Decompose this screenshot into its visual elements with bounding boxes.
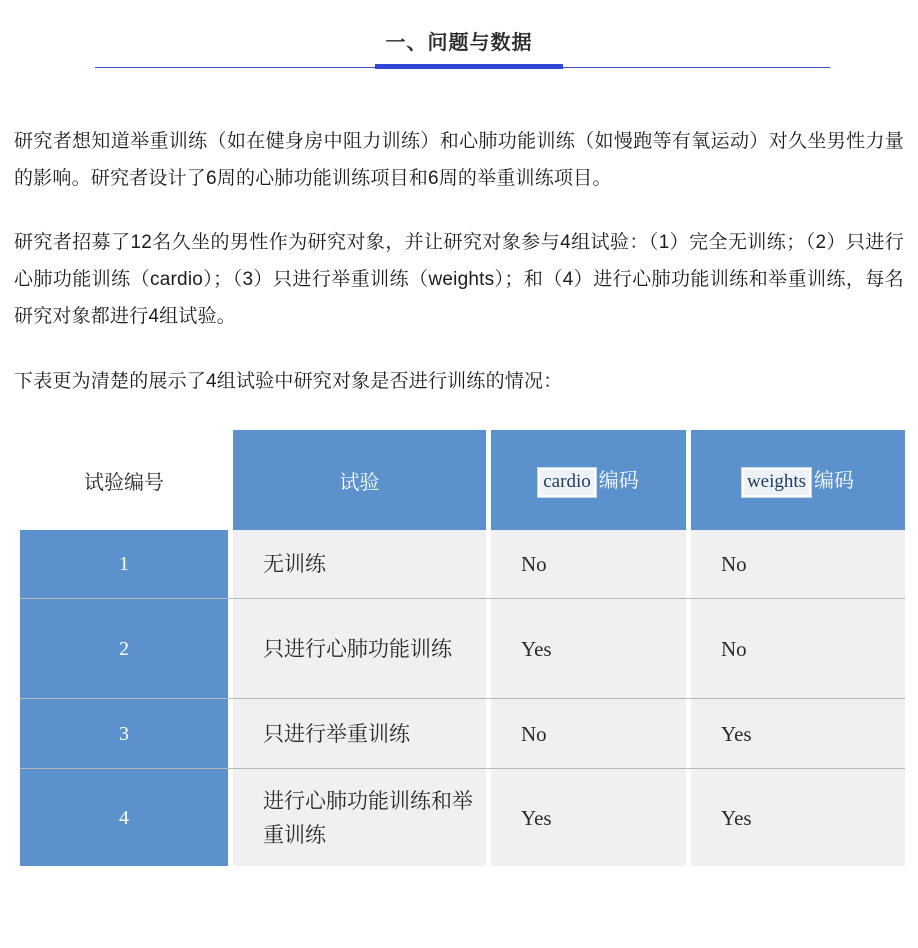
table-header-row (20, 430, 905, 530)
cell-trial: 进行心肺功能训练和举重训练 (233, 769, 486, 866)
cell-weights: No (691, 599, 905, 698)
cell-trial-id: 2 (20, 599, 228, 698)
paragraph-design: 研究者招募了12名久坐的男性作为研究对象，并让研究对象参与4组试验：（1）完全无训练；（2）只进行心肺功能训练（cardio）；（3）只进行举重训练（weights）；和（4）进行心肺功能训练和举重训练，每名研究对象都进行4组试验。 (14, 232, 904, 327)
table-row (20, 699, 905, 768)
cell-weights: Yes (691, 769, 905, 866)
cell-trial: 无训练 (233, 530, 486, 598)
cell-cardio: Yes (491, 599, 686, 698)
weights-code-chip: weights (742, 468, 811, 497)
cell-trial-id: 1 (20, 530, 228, 598)
paragraph-intro: 研究者想知道举重训练（如在健身房中阻力训练）和心肺功能训练（如慢跑等有氧运动）对久坐男性力量的影响。研究者设计了6周的心肺功能训练项目和6周的举重训练项目。 (14, 131, 904, 189)
title-rule-accent (375, 64, 563, 69)
cell-cardio: No (491, 699, 686, 768)
table-row (20, 769, 905, 866)
cell-weights: Yes (691, 699, 905, 768)
cell-cardio: Yes (491, 769, 686, 866)
study-table-wrapper (0, 430, 918, 866)
body-content (0, 123, 918, 400)
cell-trial-id: 4 (20, 769, 228, 866)
table-header (20, 430, 905, 530)
cell-trial: 只进行心肺功能训练 (233, 599, 486, 698)
weights-code-suffix: 编码 (814, 469, 855, 492)
cardio-code-chip: cardio (538, 468, 595, 497)
cell-trial: 只进行举重训练 (233, 699, 486, 768)
page-title: 一、问题与数据 (385, 32, 533, 54)
cell-weights: No (691, 530, 905, 598)
cardio-code-suffix: 编码 (598, 469, 639, 492)
cell-cardio: No (491, 530, 686, 598)
column-header-weights-code (691, 430, 905, 530)
table-row (20, 599, 905, 698)
table-row (20, 530, 905, 598)
study-design-table (15, 430, 910, 866)
table-body (20, 530, 905, 866)
column-header-cardio-code (491, 430, 686, 530)
section-header (0, 0, 918, 78)
paragraph-table-lead-in: 下表更为清楚的展示了4组试验中研究对象是否进行训练的情况： (14, 371, 563, 392)
column-header-trial: 试验 (233, 430, 486, 530)
cell-trial-id: 3 (20, 699, 228, 768)
column-header-trial-id: 试验编号 (20, 430, 228, 530)
